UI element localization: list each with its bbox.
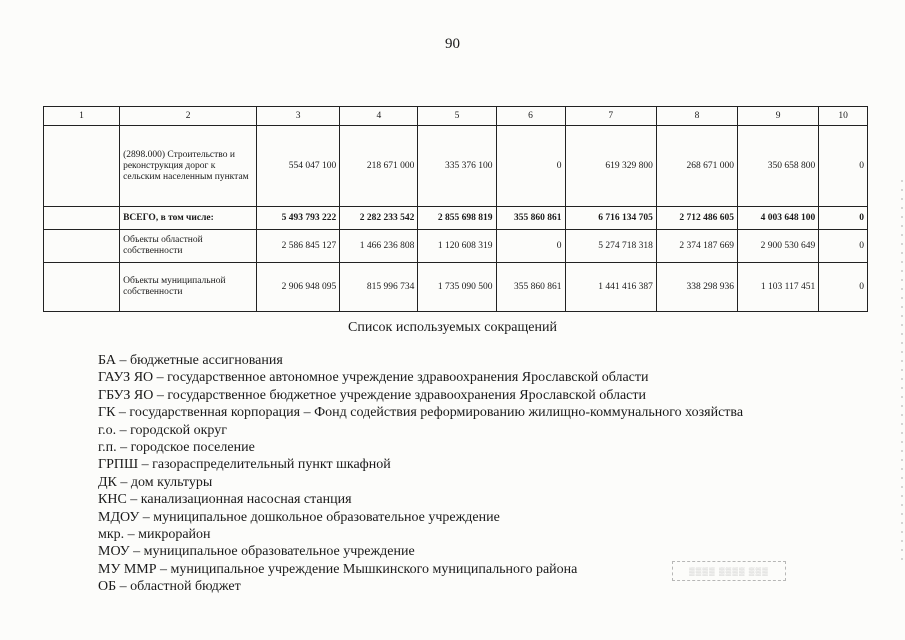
table-cell: 355 860 861 <box>496 263 565 312</box>
table-cell: 815 996 734 <box>340 263 418 312</box>
table-row <box>44 263 868 312</box>
table-cell <box>44 230 120 263</box>
table-cell: 1 441 416 387 <box>565 263 656 312</box>
table-cell: 355 860 861 <box>496 207 565 230</box>
column-header: 2 <box>120 107 257 126</box>
row-label: Объекты областной собственности <box>120 230 257 263</box>
list-item: МУ ММР – муниципальное учреждение Мышкинского муниципального района <box>98 561 578 577</box>
table-cell: 1 735 090 500 <box>418 263 496 312</box>
table-cell: 1 466 236 808 <box>340 230 418 263</box>
list-item: г.о. – городской округ <box>98 422 227 438</box>
table-cell: 5 274 718 318 <box>565 230 656 263</box>
list-item: ГБУЗ ЯО – государственное бюджетное учреждение здравоохранения Ярославской области <box>98 387 647 403</box>
table-cell: 2 712 486 605 <box>656 207 737 230</box>
abbreviations-title: Список используемых сокращений <box>348 320 557 335</box>
abbreviations-list <box>98 352 743 596</box>
table-cell: 0 <box>819 126 868 207</box>
table-cell: 5 493 793 222 <box>257 207 340 230</box>
table-cell <box>44 263 120 312</box>
table-cell: 0 <box>819 230 868 263</box>
table-cell: 268 671 000 <box>656 126 737 207</box>
column-header: 4 <box>340 107 418 126</box>
table-row <box>44 230 868 263</box>
list-item: ДК – дом культуры <box>98 474 213 490</box>
list-item: ГАУЗ ЯО – государственное автономное учреждение здравоохранения Ярославской области <box>98 370 649 386</box>
page-number: 90 <box>445 36 460 52</box>
table-cell: 2 900 530 649 <box>738 230 819 263</box>
table-row-total <box>44 207 868 230</box>
list-item: г.п. – городское поселение <box>98 440 255 456</box>
table-cell: 619 329 800 <box>565 126 656 207</box>
table-cell: 0 <box>819 207 868 230</box>
column-header: 6 <box>496 107 565 126</box>
list-item: ОБ – областной бюджет <box>98 579 241 595</box>
column-header: 5 <box>418 107 496 126</box>
row-label: (2898.000) Строительство и реконструкция дорог к сельским населенным пунктам <box>120 126 257 207</box>
table-cell: 0 <box>819 263 868 312</box>
column-header: 3 <box>257 107 340 126</box>
list-item: МДОУ – муниципальное дошкольное образовательное учреждение <box>98 509 500 525</box>
row-label: ВСЕГО, в том числе: <box>120 207 257 230</box>
budget-table <box>43 106 868 312</box>
table-cell: 554 047 100 <box>257 126 340 207</box>
table-cell: 2 282 233 542 <box>340 207 418 230</box>
row-label: Объекты муниципальной собственности <box>120 263 257 312</box>
table-cell: 0 <box>496 126 565 207</box>
table-cell: 2 374 187 669 <box>656 230 737 263</box>
column-header: 8 <box>656 107 737 126</box>
list-item: ГК – государственная корпорация – Фонд содействия реформированию жилищно-коммунального хозяйства <box>98 405 744 421</box>
table-cell: 0 <box>496 230 565 263</box>
column-header: 9 <box>738 107 819 126</box>
table-cell: 2 855 698 819 <box>418 207 496 230</box>
faded-stamp: ▒▒▒▒ ▒▒▒▒ ▒▒▒ <box>672 561 786 581</box>
column-header: 10 <box>819 107 868 126</box>
table-cell: 338 298 936 <box>656 263 737 312</box>
table-cell: 6 716 134 705 <box>565 207 656 230</box>
column-header: 7 <box>565 107 656 126</box>
scan-edge-marks <box>901 180 903 560</box>
table-row <box>44 126 868 207</box>
table-cell <box>44 126 120 207</box>
list-item: мкр. – микрорайон <box>98 527 211 543</box>
table-cell <box>44 207 120 230</box>
list-item: ГРПШ – газораспределительный пункт шкафной <box>98 457 391 473</box>
table-cell: 2 586 845 127 <box>257 230 340 263</box>
column-header: 1 <box>44 107 120 126</box>
table-cell: 4 003 648 100 <box>738 207 819 230</box>
table-cell: 350 658 800 <box>738 126 819 207</box>
list-item: КНС – канализационная насосная станция <box>98 492 352 508</box>
table-cell: 1 120 608 319 <box>418 230 496 263</box>
list-item: МОУ – муниципальное образовательное учреждение <box>98 544 415 560</box>
table-cell: 1 103 117 451 <box>738 263 819 312</box>
table-cell: 335 376 100 <box>418 126 496 207</box>
table-cell: 2 906 948 095 <box>257 263 340 312</box>
table-header-row <box>44 107 868 126</box>
table-cell: 218 671 000 <box>340 126 418 207</box>
list-item: БА – бюджетные ассигнования <box>98 353 283 368</box>
